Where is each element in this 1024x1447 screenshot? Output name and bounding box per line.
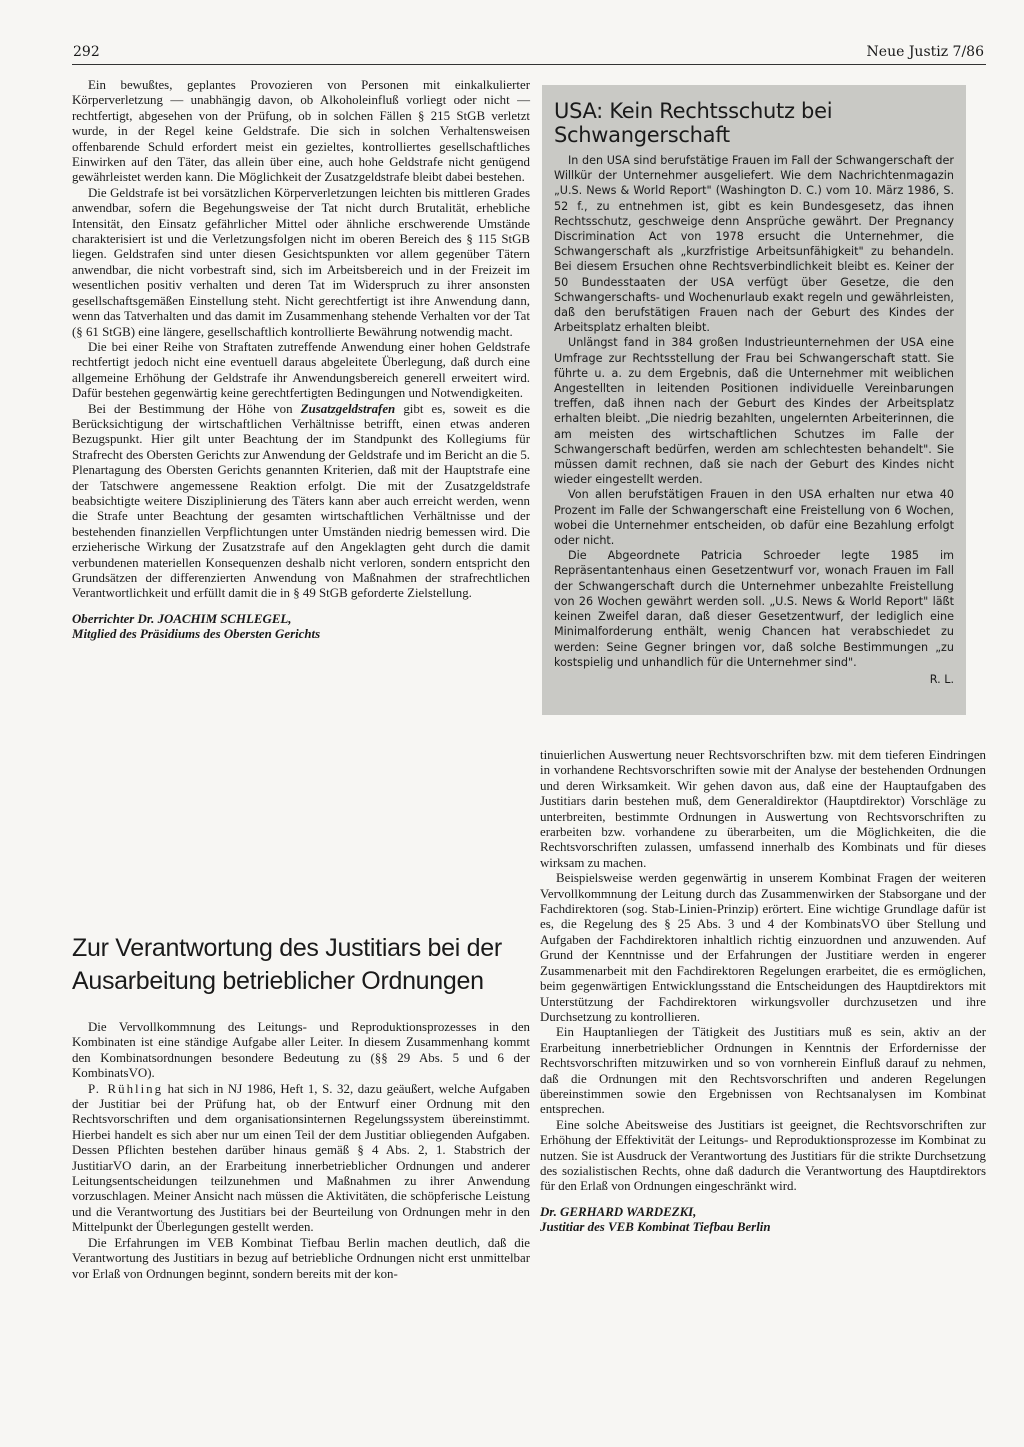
article1-paragraph: Ein bewußtes, geplantes Provozieren von Personen mit einkalkulierter Körperverletzung — unabhängig davon, ob Alkoholeinfluß vorliegt oder nicht — rechtfertigt, abgesehen von der Prüfung, ob in solchen Fällen § 215 StGB verletzt wurde, in der Regel keine Geldstrafe. Die sich in solchen Verhaltensweisen offenbarende Schuld erfordert meist ein gezieltes, kontrolliertes gesellschaftliches Einwirken auf den Täter, das allein über eine, auch hohe Geldstrafe nicht genügend gewährleistet werden kann. Die Möglichkeit der Zusatzgeldstrafe bleibt dabei bestehen. — [72, 78, 530, 185]
article2-paragraph: Die Erfahrungen im VEB Kombinat Tiefbau Berlin machen deutlich, daß die Verantwortung des Justitiars in bezug auf betriebliche Ordnungen nicht erst unmittelbar vor Erlaß von Ordnungen beginnt, sondern bereits mit der kon- — [72, 1235, 530, 1281]
sidebox-title: USA: Kein Rechtsschutz bei Schwangerschaft — [554, 99, 833, 147]
sidebox-initials: R. L. — [929, 672, 954, 686]
sidebox-paragraph: Unlängst fand in 384 großen Industrieunternehmen der USA eine Umfrage zur Rechtsstellung der Frau bei Schwangerschaft statt. Sie führte u. a. zu dem Ergebnis, daß die Unternehmer mit weiblichen Angestellten in leitenden Positionen individuelle Vereinbarungen treffen, daß ihnen nach der Geburt des Kindes der Arbeitsplatz erhalten bleibt. „Die niedrig bezahlten, ungelernten Arbeiterinnen, die am meisten des wirtschaftlichen Schutzes im Falle der Schwangerschaft bedürfen, werden am schlechtesten behandelt". Sie müssen damit rechnen, daß sie nach der Geburt des Kindes nicht wieder eingestellt werden. — [554, 336, 954, 487]
sidebox-usa — [542, 85, 966, 715]
article2-paragraph — [72, 1082, 530, 1236]
article2-title-line1: Zur Verantwortung des Justitiars bei der — [72, 934, 502, 962]
article2-paragraph: Ein Hauptanliegen der Tätigkeit des Justitiars muß es sein, aktiv an der Erarbeitung innerbetrieblicher Ordnungen in Kenntnis der Erfordernisse der Rechtsvorschriften mitzuwirken und so von vornherein Einfluß darauf zu nehmen, daß die Ordnungen mit den Rechtsvorschriften und anderen Regelungen übereinstimmen sowie den Ergebnissen von Rechtsanalysen im Kombinat entsprechen. — [540, 1025, 986, 1117]
journal-issue: Neue Justiz 7/86 — [866, 44, 984, 60]
author-name: Dr. GERHARD WARDEZKI, — [540, 1204, 697, 1219]
author-name: Oberrichter Dr. JOACHIM SCHLEGEL, — [72, 611, 292, 626]
text-run: hat sich in NJ 1986, Heft 1, S. 32, dazu geäußert, welche Aufgaben der Justitiar bei der Prüfung hat, ob der Entwurf einer Ordnung mit den Rechtsvorschriften und dem organisationsinternen Regelungssystem übereinstimmt. Hierbei handelt es sich aber nur um einen Teil der dem Justitiar obliegenden Aufgaben. Dessen Pflichten bestehen darüber hinaus gemäß § 4 Abs. 2, 1. Stabstrich der JustitiarVO darin, an der Erarbeitung innerbetrieblicher Ordnungen und anderer Leitungsentscheidungen teilzunehmen und Maßnahmen zu ihrer Anwendung vorzuschlagen. Meiner Ansicht nach müssen die Aktivitäten, die schöpferische Leistung und die Verantwortung des Justitiars bei der Beurteilung von Ordnungen mehr in den Mittelpunkt der Überlegungen gestellt werden. — [72, 1081, 530, 1235]
sidebox-paragraph: In den USA sind berufstätige Frauen im Fall der Schwangerschaft der Willkür der Unternehmer ausgeliefert. Wie dem Nachrichtenmagazin „U.S. News & World Report" (Washington D. C.) vom 10. März 1986, S. 52 f., zu entnehmen ist, gibt es kein Bundesgesetz, das ihnen Rechtsschutz, geschweige denn Ansprüche gewährt. Der Pregnancy Discrimination Act von 1978 ersucht die Unternehmer, die Schwangerschaft als „kurzfristige Arbeitsunfähigkeit" zu behandeln. Bei diesem Ersuchen ohne Rechtsverbindlichkeit bleibt es. Keiner der 50 Bundesstaaten der USA verfügt über Gesetze, die den Schwangerschafts- und Wochenurlaub exakt regeln und gewährleisten, daß den berufstätigen Frauen nach der Geburt des Kindes der Arbeitsplatz erhalten bleibt. — [554, 154, 954, 335]
article1-paragraph — [72, 402, 530, 602]
text-run: Bei der Bestimmung der Höhe von — [88, 401, 301, 416]
article2-paragraph: Die Vervollkommnung des Leitungs- und Reproduktionsprozesses in den Kombinaten ist eine ständige Aufgabe aller Leiter. In diesem Zusammenhang kommt den Kombinatsordnungen besondere Bedeutung zu (§§ 29 Abs. 5 und 6 der KombinatsVO). — [72, 1020, 530, 1081]
author-role: Mitglied des Präsidiums des Obersten Gerichts — [72, 627, 321, 642]
article2-body-right — [540, 748, 986, 1236]
article1-paragraph: Die Geldstrafe ist bei vorsätzlichen Körperverletzungen leichten bis mittleren Grades anwendbar, sofern die Begehungsweise der Tat nicht durch Brutalität, erhebliche Intensität, den Einsatz gefährlicher Mittel oder ähnliche erschwerende Umstände charakterisiert ist und die Verletzungsfolgen nicht im oberen Bereich des § 115 StGB liegen. Geldstrafen sind unter diesen Gesichtspunkten vor allem gegenüber Tätern anwendbar, die nicht vorbestraft sind, sich im Arbeitsbereich und in der Freizeit im wesentlichen positiv verhalten und deren Tat im Widerspruch zu ihrer ansonsten gesellschaftsgemäßen Einstellung steht. Nicht gerechtfertigt ist ihre Anwendung dann, wenn das Tatverhalten und das damit im Zusammenhang stehende Verhalten vor der Tat (§ 61 StGB) eine längere, gesellschaftlich kontrollierte Bewährung notwendig macht. — [72, 185, 530, 339]
article2-paragraph: Eine solche Abeitsweise des Justitiars ist geeignet, die Rechtsvorschriften zur Erhöhung der Effektivität der Leitungs- und Reproduktionsprozesse im Kombinat zu nutzen. Sie ist Ausdruck der Verantwortung des Justitiars für die strikte Durchsetzung des sozialistischen Rechts, ohne daß dadurch die Verantwortung des Hauptdirektors für den Erlaß von Ordnungen eingeschränkt wird. — [540, 1117, 986, 1194]
text-run: gibt es, soweit es die Berücksichtigung der wirtschaftlichen Verhältnisse betrifft, einen etwas anderen Bezugspunkt. Hier gilt unter Beachtung der im Standpunkt des Kollegiums für Strafrecht des Obersten Gerichts zur Anwendung der Geldstrafe und im Bericht an die 5. Plenartagung des Obersten Gerichts genannten Kriterien, daß mit der Hauptstrafe eine der Tatschwere angemessene Reaktion erfolgt. Die mit der Zusatzgeldstrafe beabsichtigte weitere Disziplinierung des Täters kann aber auch erreicht werden, wenn die Strafe unter Beachtung der gesamten wirtschaftlichen Verhältnisse und der bestehenden finanziellen Verpflichtungen unter Umständen niedrig bemessen wird. Die erzieherische Wirkung der Zusatzstrafe auf den Angeklagten geht durch die damit verbundenen materiellen Konsequenzen deshalb nicht verloren, sondern entspricht den Grundsätzen der differenzierten Anwendung von Maßnahmen der strafrechtlichen Verantwortlichkeit und erfüllt damit die in § 49 StGB geforderte Zielstellung. — [72, 401, 530, 601]
sidebox-paragraph: Von allen berufstätigen Frauen in den USA erhalten nur etwa 40 Prozent im Falle der Schwangerschaft eine Freistellung von 6 Wochen, wobei die Unternehmer entscheiden, ob dafür eine Bezahlung erfolgt oder nicht. — [554, 488, 954, 548]
emphasis-term: Zusatzgeldstrafen — [300, 401, 396, 416]
article2-paragraph: tinuierlichen Auswertung neuer Rechtsvorschriften bzw. mit dem tieferen Eindringen in vorhandene Rechtsvorschriften sowie mit der Analyse der bestehenden Ordnungen und deren Wirksamkeit. Wir gehen davon aus, daß eine der Hauptaufgaben des Justitiars darin bestehen muß, dem Generaldirektor (Hauptdirektor) Vorschläge zu unterbreiten, bestimmte Ordnungen in Auswertung von Rechtsvorschriften zu erarbeiten bzw. vorhandene zu überarbeiten, um die Möglichkeiten, die die Rechtsvorschriften zulassen, umfassend innerhalb des Kombinats und für dieses wirksam zu machen. — [540, 748, 986, 870]
header-rule — [72, 64, 986, 65]
article2-title — [72, 932, 532, 998]
page-number: 292 — [73, 44, 100, 60]
sidebox-paragraph: Die Abgeordnete Patricia Schroeder legte 1985 im Repräsentantenhaus einen Gesetzentwurf vor, wonach Frauen im Fall der Schwangerschaft durch die Unternehmer unbezahlte Freistellung von 26 Wochen gewährt werden soll. „U.S. News & World Report" läßt keinen Zweifel daran, daß dieser Gesetzentwurf, der lediglich eine Minimalforderung enthält, wenig Chancen hat verabschiedet zu werden: Seine Gegner bringen vor, daß solche Bestimmungen „zu kostspielig und unhandlich für die Unternehmer sind". — [554, 549, 954, 669]
author-role: Justitiar des VEB Kombinat Tiefbau Berlin — [540, 1220, 771, 1235]
article2-title-line2: Ausarbeitung betrieblicher Ordnungen — [72, 967, 484, 995]
article1-body — [72, 78, 530, 643]
cited-author: P. Rühling — [88, 1081, 164, 1096]
article2-body-left — [72, 1020, 530, 1282]
article1-paragraph: Die bei einer Reihe von Straftaten zutreffende Anwendung einer hohen Geldstrafe rechtfertigt jedoch nicht eine eventuell daraus abgeleitete Überlegung, daß durch eine allgemeine Erhöhung der Geldstrafe ihr Anwendungsbereich generell erweitert wird. Dafür bestehen gegenwärtig keine gerechtfertigten Bedingungen und Notwendigkeiten. — [72, 339, 530, 401]
article2-paragraph: Beispielsweise werden gegenwärtig in unserem Kombinat Fragen der weiteren Vervollkommnung der Leitung durch das Zusammenwirken der Stabsorgane und der Fachdirektoren (sog. Stab-Linien-Prinzip) erörtert. Eine wichtige Grundlage dafür ist es, die Regelung des § 25 Abs. 3 und 4 der KombinatsVO über Stellung und Aufgaben der Fachdirektoren inhaltlich richtig einzuordnen und anzuwenden. Auf Grund der Kenntnisse und der Erfahrungen der Justitiare werden in engerer Zusammenarbeit mit den Fachdirektoren Regelungen erarbeitet, die es ermöglichen, beim gegenwärtigen Entwicklungsstand die Entscheidungen des Hauptdirektors mit Unterstützung der Fachdirektoren wirkungsvoller durchzusetzen und ihre Durchsetzung zu kontrollieren. — [540, 871, 986, 1024]
